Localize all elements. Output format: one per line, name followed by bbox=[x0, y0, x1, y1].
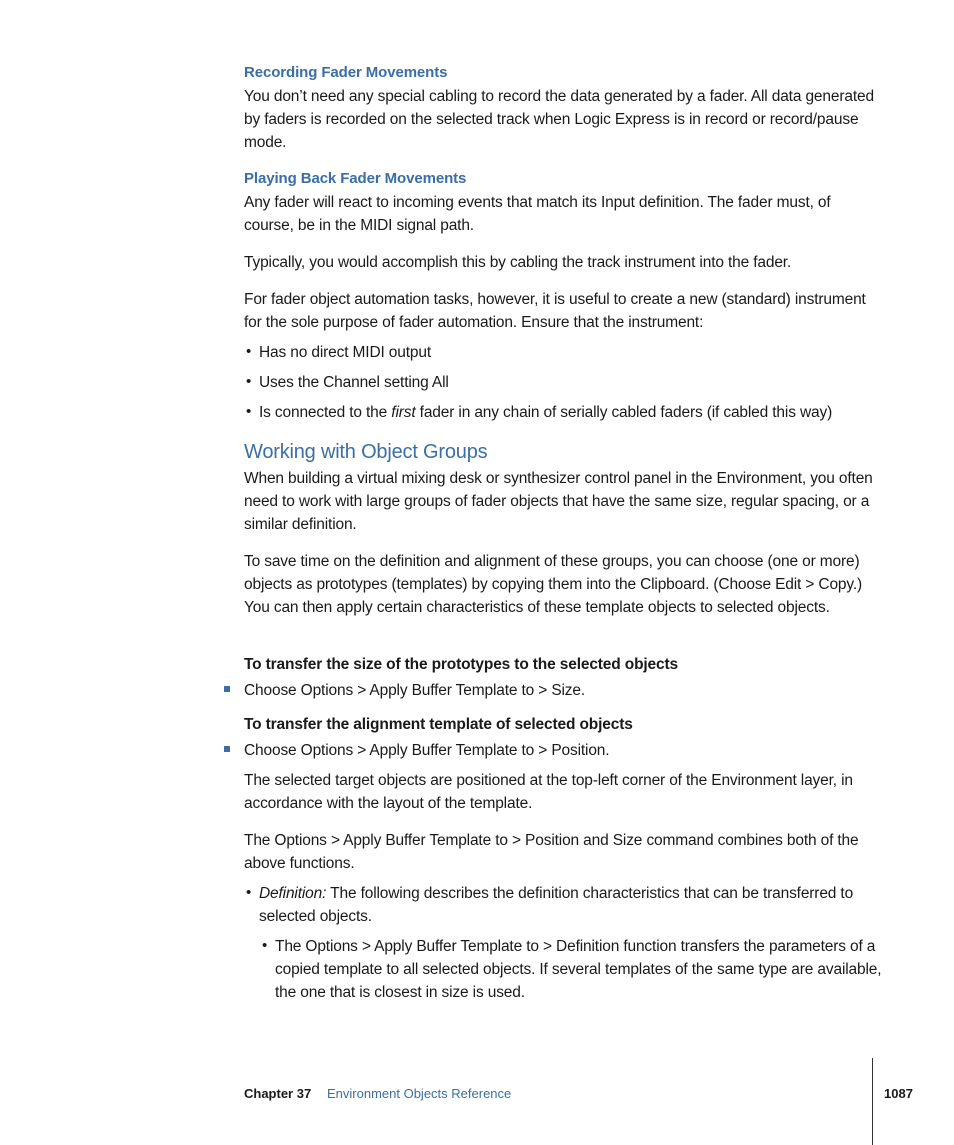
bullet-dot: • bbox=[246, 373, 252, 390]
footer-chapter: Chapter 37 bbox=[244, 1086, 312, 1101]
groups-text-1: When building a virtual mixing desk or synthesizer control panel in the Environment, you often need to work with large groups of fader objects that have the same size, regular spacing, or a similar definition. bbox=[244, 470, 873, 533]
playing-text-2: Typically, you would accomplish this by cabling the track instrument into the fader. bbox=[244, 254, 792, 271]
footer-divider bbox=[872, 1058, 873, 1145]
bullet-item-3-pre: Is connected to the bbox=[259, 404, 392, 421]
recording-heading: Recording Fader Movements bbox=[244, 64, 448, 81]
task-1-step: Choose Options > Apply Buffer Template to > Size. bbox=[244, 682, 586, 699]
bullet-dot: • bbox=[246, 884, 252, 901]
groups-text-3: The selected target objects are positioned at the top-left corner of the Environment layer, in accordance with the layout of the template. bbox=[244, 772, 853, 812]
task-2-step: Choose Options > Apply Buffer Template to > Position. bbox=[244, 742, 610, 759]
page-number: 1087 bbox=[884, 1086, 913, 1101]
task-1-heading: To transfer the size of the prototypes to the selected objects bbox=[244, 656, 678, 673]
bullet-item-3 bbox=[259, 401, 832, 424]
recording-text: You don’t need any special cabling to record the data generated by a fader. All data generated by faders is recorded on the selected track when Logic Express is in record or record/pause mode. bbox=[244, 88, 874, 151]
step-bullet-icon bbox=[224, 746, 230, 752]
playing-heading: Playing Back Fader Movements bbox=[244, 170, 467, 187]
step-bullet-icon bbox=[224, 686, 230, 692]
bullet-dot: • bbox=[262, 937, 268, 954]
playing-text-1: Any fader will react to incoming events that match its Input definition. The fader must, of course, be in the MIDI signal path. bbox=[244, 194, 831, 234]
definition-item bbox=[259, 882, 884, 928]
groups-heading: Working with Object Groups bbox=[244, 441, 488, 463]
groups-text-2: To save time on the definition and alignment of these groups, you can choose (one or more) objects as prototypes (templates) by copying them into the Clipboard. (Choose Edit > Copy.) You can then apply certain characteristics of these template objects to selected objects. bbox=[244, 553, 863, 616]
bullet-item-1: Has no direct MIDI output bbox=[259, 344, 431, 361]
groups-text-4: The Options > Apply Buffer Template to > Position and Size command combines both of the above functions. bbox=[244, 832, 859, 872]
definition-label: Definition: bbox=[259, 885, 327, 902]
footer-chapter-title: Environment Objects Reference bbox=[327, 1086, 512, 1101]
definition-sub-item: The Options > Apply Buffer Template to > Definition function transfers the parameters of a copied template to all selected objects. If several templates of the same type are available, the one that is closest in size is used. bbox=[275, 938, 882, 1001]
bullet-dot: • bbox=[246, 343, 252, 360]
bullet-item-3-em: first bbox=[391, 404, 416, 421]
definition-text: The following describes the definition characteristics that can be transferred to selected objects. bbox=[259, 885, 854, 925]
bullet-item-2: Uses the Channel setting All bbox=[259, 374, 449, 391]
playing-text-3: For fader object automation tasks, however, it is useful to create a new (standard) instrument for the sole purpose of fader automation. Ensure that the instrument: bbox=[244, 291, 866, 331]
task-2-heading: To transfer the alignment template of selected objects bbox=[244, 716, 633, 733]
bullet-dot: • bbox=[246, 403, 252, 420]
bullet-item-3-post: fader in any chain of serially cabled faders (if cabled this way) bbox=[415, 404, 833, 421]
